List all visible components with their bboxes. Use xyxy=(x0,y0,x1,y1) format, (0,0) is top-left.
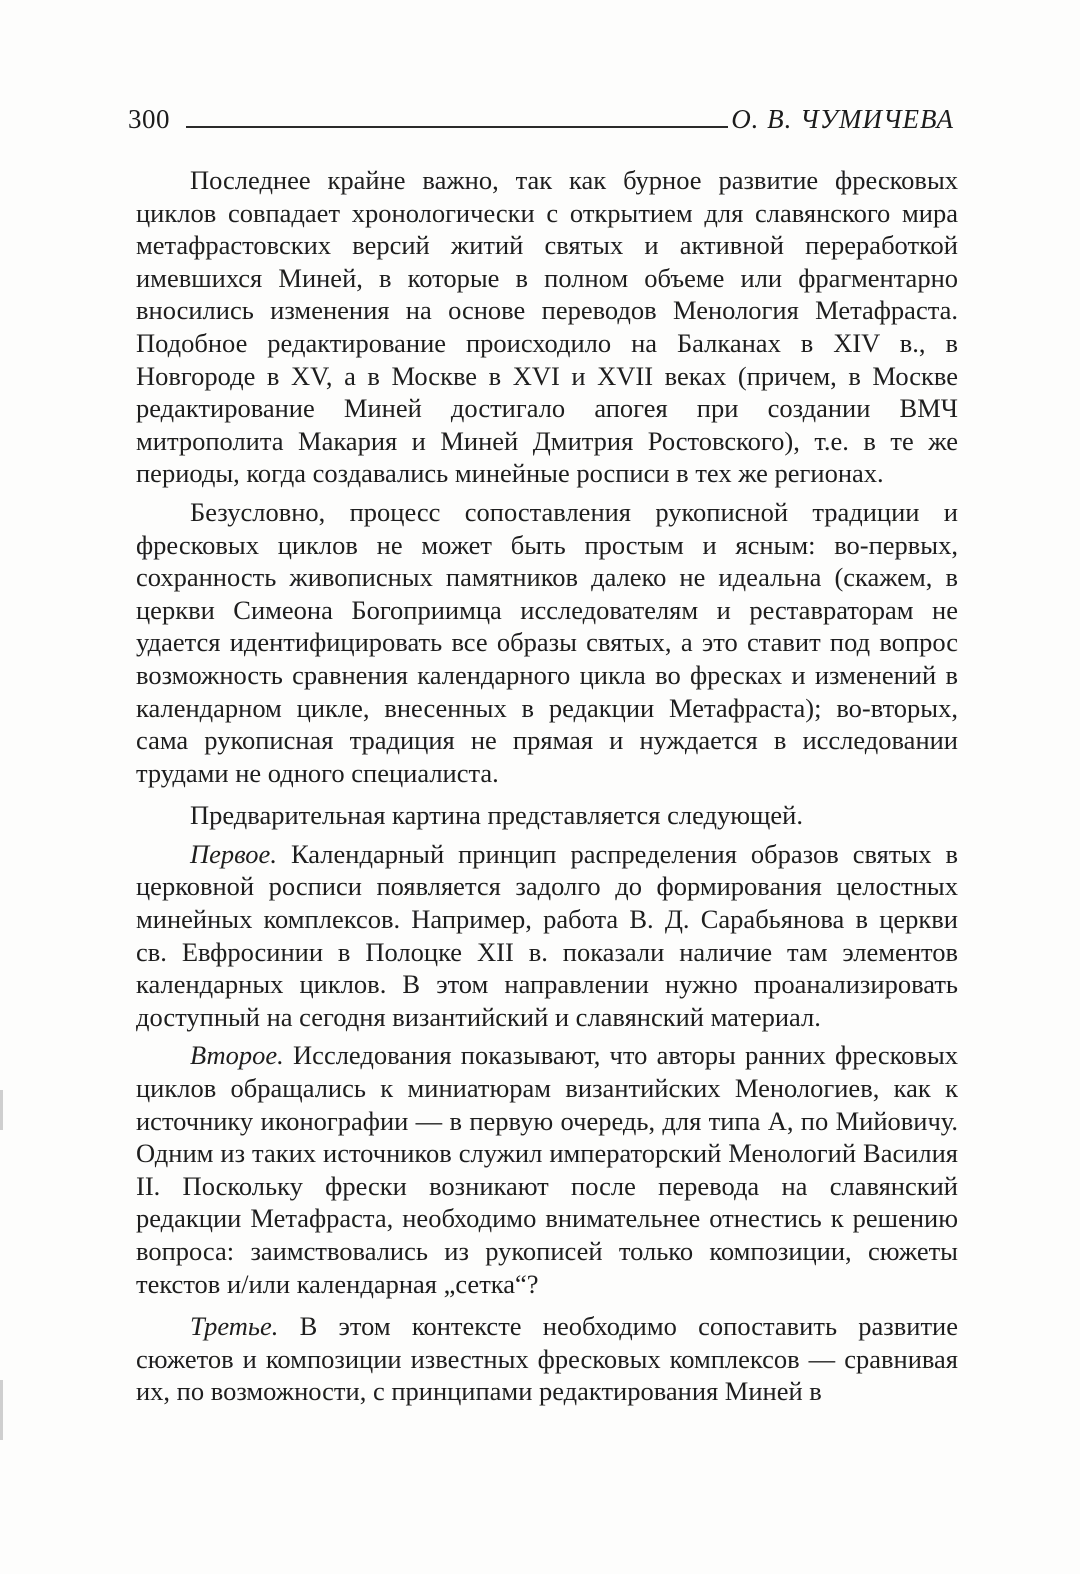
page-number: 300 xyxy=(128,104,170,134)
paragraph-5-text: Исследования показывают, что авторы ранних фресковых циклов обращались к миниатюрам византийских Менологиев, как к источнику иконографии — в первую очередь, для типа А, по Мийовичу. Одним из таких источников служил императорский Менологий Василия II. Поскольку фрески возникают после перевода на славянский редакции Метафраста, необходимо внимательнее отнестись к решению вопроса: заимствовались из рукописей только композиции, сюжеты текстов и/или календарная „сетка“? xyxy=(136,1040,958,1299)
paragraph-5-lead: Второе. xyxy=(190,1040,284,1071)
paragraph-6-lead: Третье. xyxy=(190,1311,279,1342)
paragraph-4-text: Календарный принцип распределения образов святых в церковной росписи появляется задолго до формирования целостных минейных комплексов. Например, работа В. Д. Сарабьянова в церкви св. Евфросинии в Полоцке XII в. показали наличие там элементов календарных циклов. В этом направлении нужно проанализировать доступный на сегодня византийский и славянский материал. xyxy=(136,838,958,1032)
header-rule xyxy=(186,126,728,128)
paragraph-4-lead: Первое. xyxy=(190,838,277,869)
body-text xyxy=(136,164,958,1408)
scan-edge-mark xyxy=(0,1380,3,1440)
scan-edge-mark xyxy=(0,1090,3,1130)
running-header xyxy=(128,104,954,140)
paragraph-5 xyxy=(136,1039,958,1300)
paragraph-4 xyxy=(136,838,958,1034)
paragraph-3-text: Предварительная картина представляется следующей. xyxy=(190,800,803,831)
paragraph-6-text: В этом контексте необходимо сопоставить развитие сюжетов и композиции известных фресковых комплексов — сравнивая их, по возможности, с принципами редактирования Миней в xyxy=(136,1311,958,1407)
paragraph-1 xyxy=(136,164,958,490)
paragraph-2-text: Безусловно, процесс сопоставления рукописной традиции и фресковых циклов не может быть простым и ясным: во-первых, сохранность живописных памятников далеко не идеальна (скажем, в церкви Симеона Богоприимца исследователям и реставраторам не удается идентифицировать все образы святых, а это ставит под вопрос возможность сравнения календарного цикла во фресках и изменений в календарном цикле, внесенных в редакции Метафраста); во-вторых, сама рукописная традиция не прямая и нуждается в исследовании трудами не одного специалиста. xyxy=(136,496,958,788)
paragraph-6 xyxy=(136,1310,958,1408)
paragraph-1-text: Последнее крайне важно, так как бурное развитие фресковых циклов совпадает хронологически с открытием для славянского мира метафрастовских версий житий святых и активной переработкой имевшихся Миней, в которые в полном объеме или фрагментарно вносились изменения на основе переводов Менология Метафраста. Подобное редактирование происходило на Балканах в XIV в., в Новгороде в XV, а в Москве в XVI и XVII веках (причем, в Москве редактирование Миней достигало апогея при создании ВМЧ митрополита Макария и Миней Дмитрия Ростовского), т.е. в те же периоды, когда создавались минейные росписи в тех же регионах. xyxy=(136,165,958,489)
paragraph-2 xyxy=(136,496,958,789)
paragraph-3 xyxy=(136,799,958,832)
running-title: О. В. ЧУМИЧЕВА xyxy=(731,104,954,134)
